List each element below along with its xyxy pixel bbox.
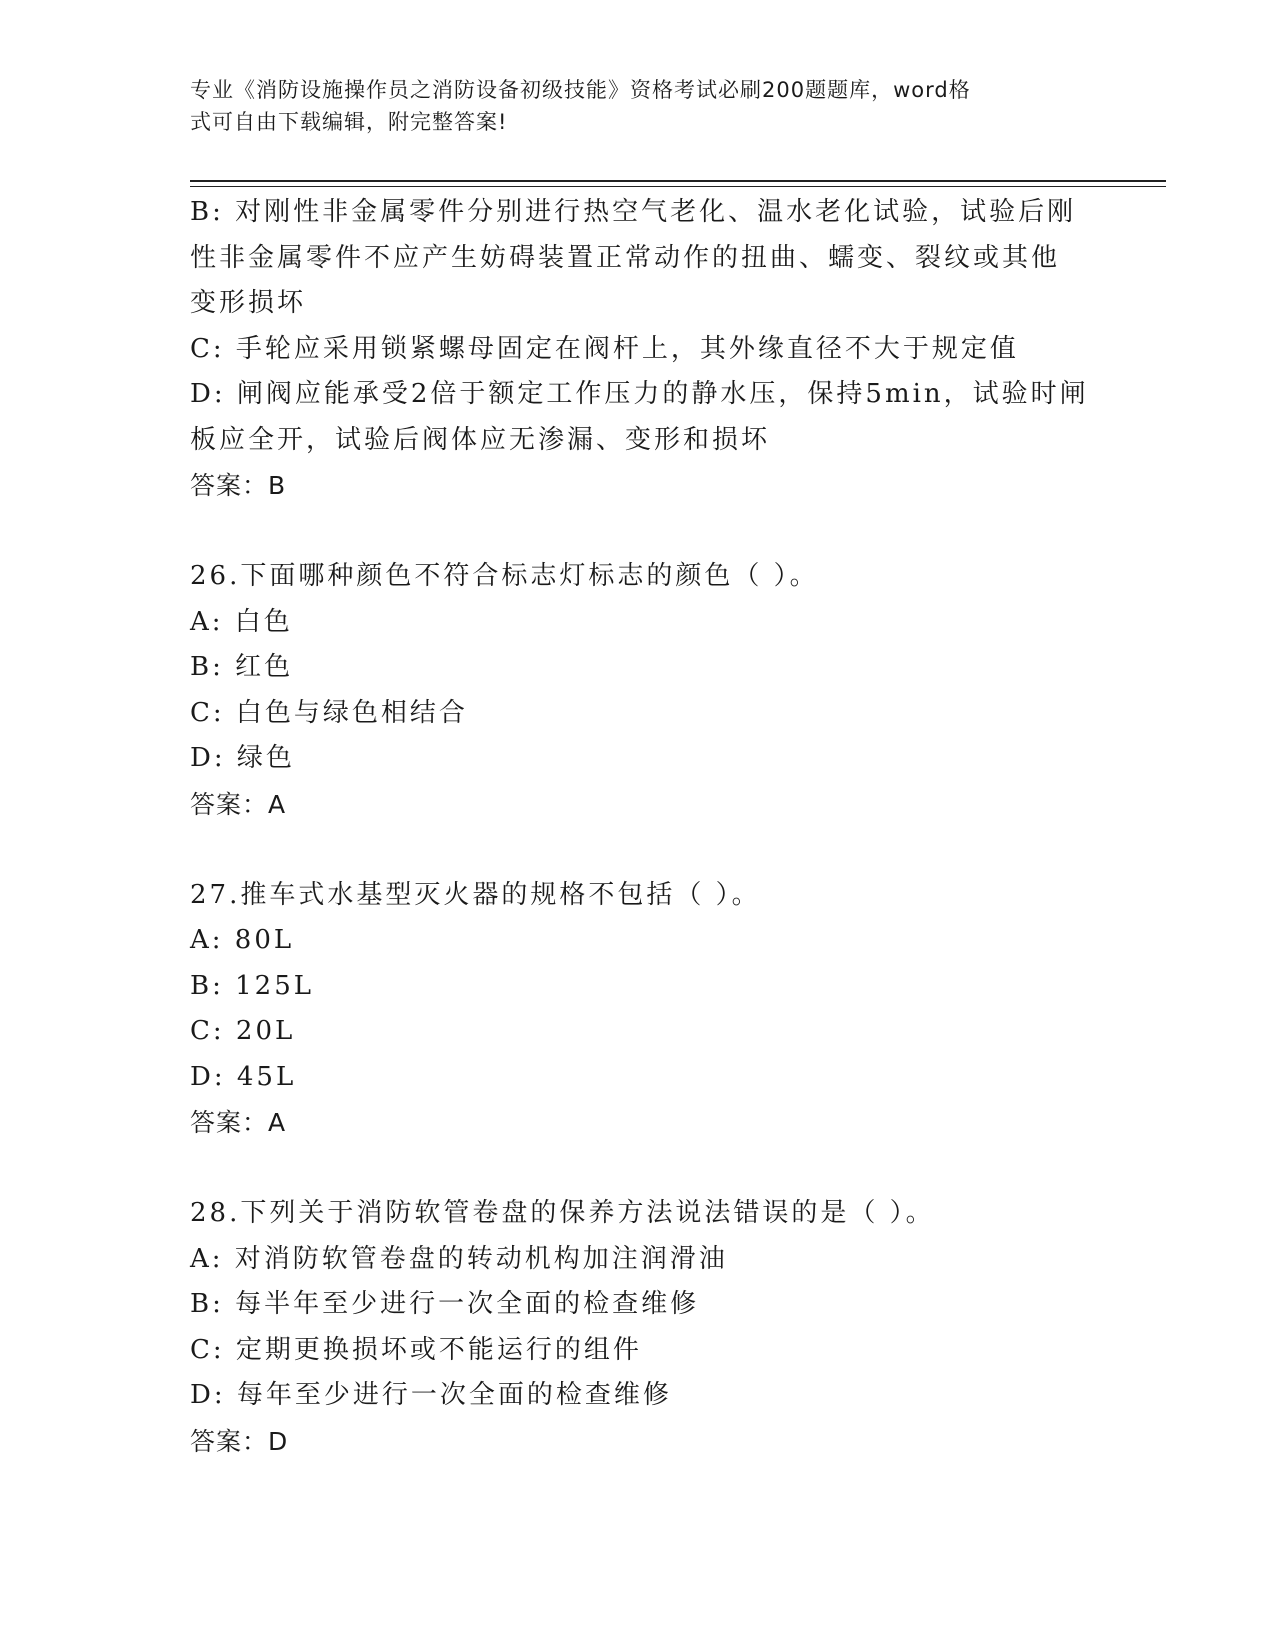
answer: 答案：A: [190, 789, 287, 819]
answer: 答案：A: [190, 1108, 287, 1137]
prev-question-continuation: [190, 190, 1090, 509]
option-b-line-1: B: 对刚性非金属零件分别进行热空气老化、温水老化试验，试验后刚: [190, 197, 1077, 227]
option-d: D: 每年至少进行一次全面的检查维修: [190, 1380, 672, 1410]
option-a: A: 白色: [190, 606, 293, 637]
option-d: D: 45L: [190, 1061, 297, 1092]
header-divider: [190, 180, 1166, 187]
option-b-line-2: 性非金属零件不应产生妨碍装置正常动作的扭曲、蠕变、裂纹或其他: [190, 242, 1061, 273]
question-28: [190, 1191, 1090, 1464]
question-27: [190, 873, 1090, 1146]
question-list: [190, 190, 1090, 1464]
option-c: C: 白色与绿色相结合: [190, 697, 468, 728]
option-a: A: 80L: [190, 925, 295, 955]
question-stem: 28.下列关于消防软管卷盘的保养方法说法错误的是（ ）。: [190, 1198, 935, 1228]
option-c: C: 定期更换损坏或不能运行的组件: [190, 1334, 642, 1365]
option-d-line-2: 板应全开，试验后阀体应无渗漏、变形和损坏: [190, 424, 771, 455]
option-d-line-1: D: 闸阀应能承受2倍于额定工作压力的静水压，保持5min，试验时闸: [190, 379, 1089, 409]
option-a: A: 对消防软管卷盘的转动机构加注润滑油: [190, 1243, 728, 1274]
option-b: B: 每半年至少进行一次全面的检查维修: [190, 1289, 700, 1319]
question-26: [190, 554, 1090, 827]
option-b: B: 125L: [190, 970, 315, 1001]
question-stem: 27.推车式水基型灭火器的规格不包括（ ）。: [190, 879, 761, 910]
option-b-line-3: 变形损坏: [190, 288, 307, 318]
header-line-2: 式可自由下载编辑，附完整答案!: [190, 110, 508, 134]
header-line-1: 专业《消防设施操作员之消防设备初级技能》资格考试必刷200题题库，word格: [190, 78, 971, 102]
option-d: D: 绿色: [190, 743, 295, 773]
answer: 答案：B: [190, 471, 287, 500]
page-header: [190, 74, 1090, 138]
option-b: B: 红色: [190, 652, 294, 682]
option-c: C: 20L: [190, 1016, 296, 1046]
option-c: C: 手轮应采用锁紧螺母固定在阀杆上，其外缘直径不大于规定值: [190, 333, 1019, 364]
question-stem: 26.下面哪种颜色不符合标志灯标志的颜色（ ）。: [190, 561, 819, 591]
answer: 答案：D: [190, 1426, 289, 1456]
